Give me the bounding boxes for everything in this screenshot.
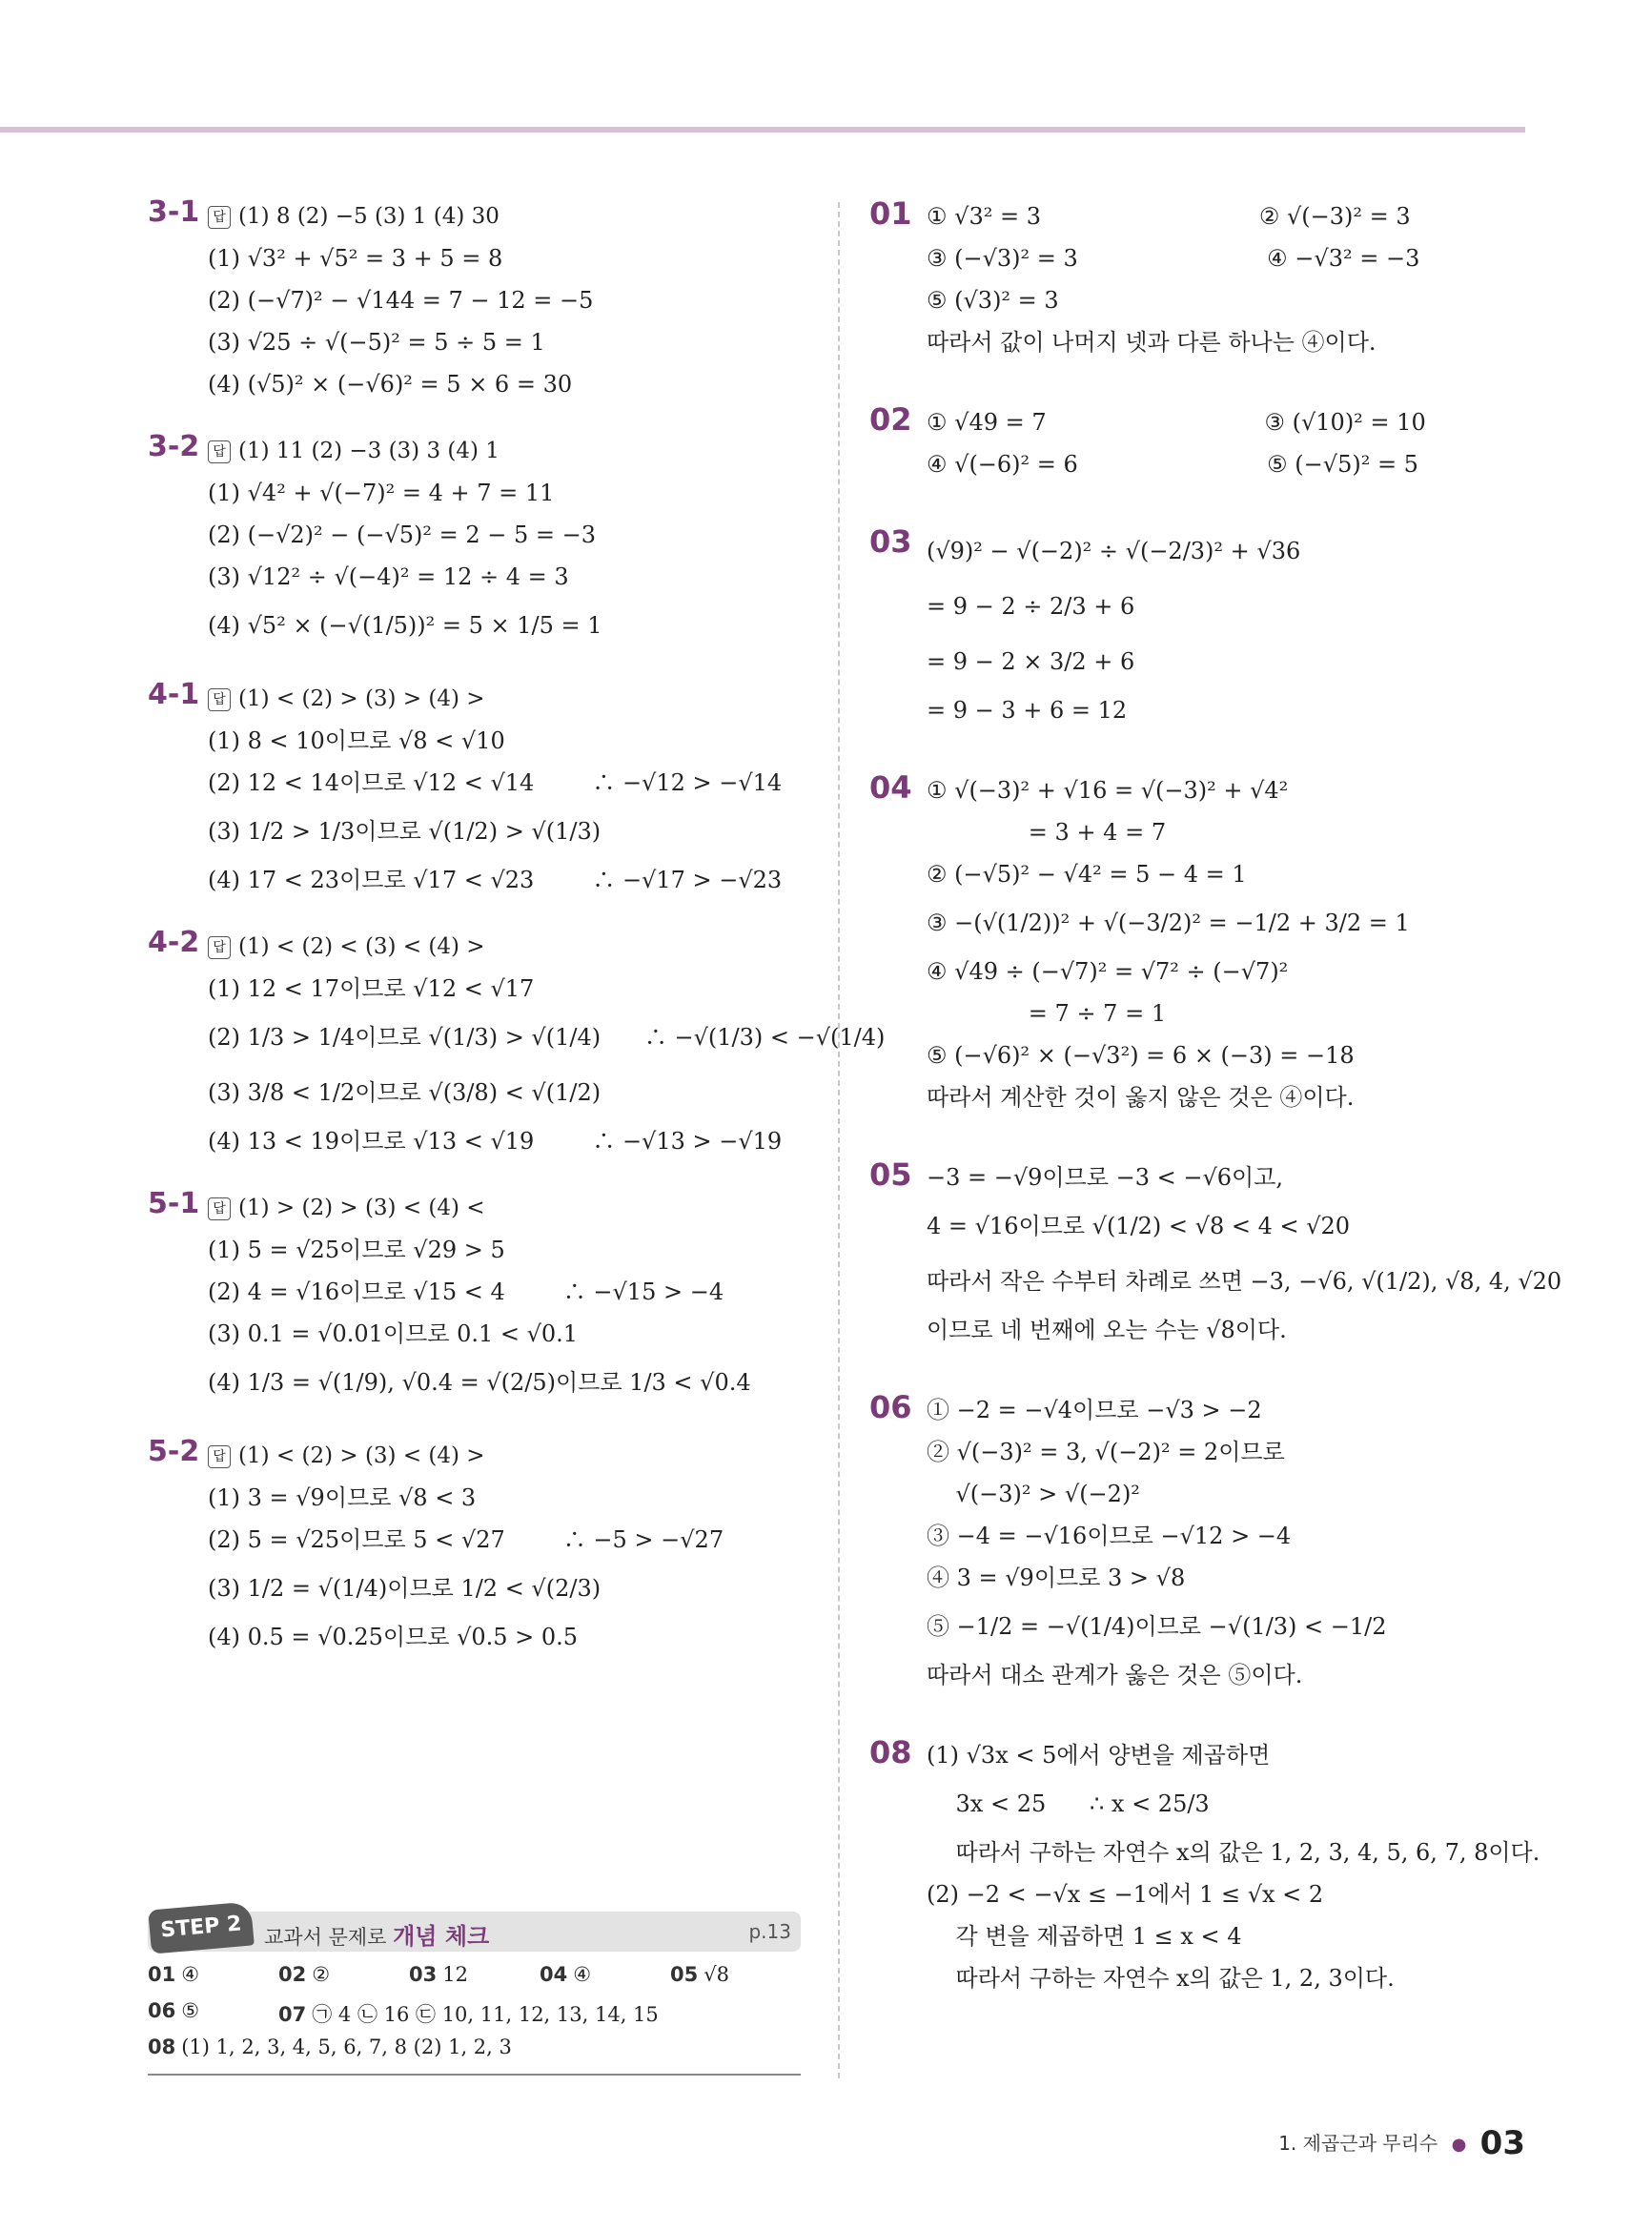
solution-line: (1) √3x < 5에서 양변을 제곱하면 [927,1742,1271,1769]
problem-body [208,678,815,901]
step-badge: STEP 2 [148,1901,255,1954]
problem-number: 3-1 [148,195,200,229]
footer-bullet: ● [1451,2135,1467,2155]
solution-line: ① √3² = 3 ② √(−3)² = 3 [927,203,1411,230]
answer-cell [278,1999,659,2028]
column-divider [838,202,840,2078]
answer-value: ② [312,1963,331,1986]
step2-answer-box [148,1912,801,2076]
problem-body [927,1389,1537,1696]
solution-line: (3) 1/2 > 1/3이므로 √(1/2) > √(1/3) [208,818,602,845]
answer-line [208,926,815,968]
problem-body [208,1435,815,1658]
solution-line: (4) 13 < 19이므로 √13 < √19 ∴ −√13 > −√19 [208,1128,783,1155]
answer-mark-icon: 답 [208,1197,231,1220]
solution-line: ⑤ −1/2 = −√(1/4)이므로 −√(1/3) < −1/2 [927,1613,1387,1640]
page-number: 03 [1479,2124,1525,2162]
solution-line: ② √(−3)² = 3, √(−2)² = 2이므로 [927,1439,1285,1465]
problem-number: 4-2 [148,926,200,959]
answer-value: √8 [704,1963,729,1986]
solution-line: ④ √(−6)² = 6 ⑤ (−√5)² = 5 [927,451,1418,478]
answer-value: (1) < (2) < (3) < (4) > [238,934,485,959]
problem-body [927,769,1537,1118]
problem-body [927,523,1537,731]
solution-line: (1) 12 < 17이므로 √12 < √17 [208,975,535,1002]
problem-body [927,401,1537,485]
problem-number: 5-2 [148,1435,200,1468]
problem-number: 4-1 [148,678,200,711]
solution-line: ⑤ (−√6)² × (−√3²) = 6 × (−3) = −18 [927,1042,1355,1069]
solution-line: (√9)² − √(−2)² ÷ √(−2/3)² + √36 [927,538,1301,564]
problem-body [208,926,886,1162]
problem-block [869,523,1537,731]
solution-line: −3 = −√9이므로 −3 < −√6이고, [927,1164,1284,1191]
solution-line: (1) 5 = √25이므로 √29 > 5 [208,1237,505,1263]
solution-line: ⑤ (√3)² = 3 [927,287,1059,314]
problem-block [148,1187,815,1410]
solution-line: (2) −2 < −√x ≤ −1에서 1 ≤ √x < 2 [927,1881,1324,1908]
solution-line: ③ (−√3)² = 3 ④ −√3² = −3 [927,245,1420,272]
problem-number: 03 [869,523,912,560]
solution-line: √(−3)² > √(−2)² [927,1481,1140,1507]
solution-line: (2) (−√7)² − √144 = 7 − 12 = −5 [208,287,594,314]
answer-cell [148,1963,199,1986]
answer-value: (1) 11 (2) −3 (3) 3 (4) 1 [238,439,500,463]
problem-block [148,1435,815,1658]
solution-line: ③ −4 = −√16이므로 −√12 > −4 [927,1523,1292,1549]
answer-value: (1) 8 (2) −5 (3) 1 (4) 30 [238,204,500,229]
answer-value: ⑤ [181,1999,200,2022]
problem-block [869,401,1537,485]
answer-value: ㉠ 4 ㉡ 16 ㉢ 10, 11, 12, 13, 14, 15 [312,2003,659,2026]
solution-line: (4) √5² × (−√(1/5))² = 5 × 1/5 = 1 [208,612,602,639]
solution-line: (1) √3² + √5² = 3 + 5 = 8 [208,245,503,272]
solution-line: (2) 12 < 14이므로 √12 < √14 ∴ −√12 > −√14 [208,769,783,796]
answer-cell [148,1999,199,2022]
problem-block [869,1734,1540,1999]
solution-line: = 9 − 2 ÷ 2/3 + 6 [927,593,1135,620]
solution-line: ④ √49 ÷ (−√7)² = √7² ÷ (−√7)² [927,958,1289,985]
answer-value: ④ [181,1963,200,1986]
right-column [869,195,1562,2037]
problem-block [148,430,815,653]
answer-number: 08 [148,2036,176,2058]
answer-line [208,195,815,237]
problem-number: 05 [869,1156,912,1193]
answer-number: 03 [409,1963,438,1986]
solution-line: (3) √25 ÷ √(−5)² = 5 ÷ 5 = 1 [208,329,545,356]
solution-line: (4) 0.5 = √0.25이므로 √0.5 > 0.5 [208,1624,579,1650]
answer-value: (1) 1, 2, 3, 4, 5, 6, 7, 8 (2) 1, 2, 3 [181,2036,512,2058]
answer-number: 04 [540,1963,568,1986]
answer-row [148,1963,801,1999]
solution-line: ① √49 = 7 ③ (√10)² = 10 [927,409,1426,436]
problem-number: 5-1 [148,1187,200,1220]
solution-line: (1) 3 = √9이므로 √8 < 3 [208,1484,477,1511]
solution-line: = 9 − 3 + 6 = 12 [927,697,1128,724]
answer-value: ④ [573,1963,592,1986]
problem-body [927,195,1537,363]
answer-number: 02 [278,1963,307,1986]
step-page-ref: p.13 [748,1920,791,1943]
solution-line: 따라서 구하는 자연수 x의 값은 1, 2, 3, 4, 5, 6, 7, 8이다. [927,1839,1540,1866]
problem-number: 02 [869,401,912,438]
answer-value: (1) > (2) > (3) < (4) < [238,1196,485,1220]
solution-line: 따라서 값이 나머지 넷과 다른 하나는 ④이다. [927,329,1377,356]
solution-line: ① −2 = −√4이므로 −√3 > −2 [927,1397,1262,1423]
problem-body [208,195,815,405]
problem-body [927,1156,1562,1351]
solution-line: (3) 0.1 = √0.01이므로 0.1 < √0.1 [208,1320,579,1347]
step-answer-grid [148,1963,801,2072]
answer-line [208,430,815,472]
answer-mark-icon: 답 [208,440,231,463]
problem-block [148,926,886,1162]
solution-line: 따라서 작은 수부터 차례로 쓰면 −3, −√6, √(1/2), √8, 4, √20 [927,1268,1562,1295]
answer-cell [278,1963,330,1986]
answer-cell [409,1963,468,1986]
solution-line: (2) 5 = √25이므로 5 < √27 ∴ −5 > −√27 [208,1526,724,1553]
solution-line: 4 = √16이므로 √(1/2) < √8 < 4 < √20 [927,1213,1351,1239]
answer-number: 05 [670,1963,699,1986]
solution-line: (1) √4² + √(−7)² = 4 + 7 = 11 [208,480,555,506]
answer-line [208,1187,815,1229]
answer-row [148,1999,801,2036]
problem-block [869,769,1537,1118]
answer-line [208,1435,815,1477]
answer-cell [148,2036,512,2058]
step-title-highlight: 개념 체크 [393,1923,490,1950]
solution-line: (3) √12² ÷ √(−4)² = 12 ÷ 4 = 3 [208,563,569,590]
answer-value: 12 [442,1963,468,1986]
problem-number: 3-2 [148,430,200,463]
answer-number: 06 [148,1999,176,2022]
step2-header [148,1912,801,1952]
solution-line: (2) 4 = √16이므로 √15 < 4 ∴ −√15 > −4 [208,1279,724,1305]
solution-line: (4) 1/3 = √(1/9), √0.4 = √(2/5)이므로 1/3 < √0.4 [208,1369,751,1396]
step-title-prefix: 교과서 문제로 [264,1926,387,1949]
answer-value: (1) < (2) > (3) < (4) > [238,1443,485,1468]
answer-mark-icon: 답 [208,688,231,711]
answer-mark-icon: 답 [208,206,231,229]
solution-line: 따라서 구하는 자연수 x의 값은 1, 2, 3이다. [927,1965,1395,1992]
solution-line: (4) (√5)² × (−√6)² = 5 × 6 = 30 [208,371,573,398]
problem-number: 08 [869,1734,912,1770]
solution-line: (3) 1/2 = √(1/4)이므로 1/2 < √(2/3) [208,1575,602,1602]
problem-number: 06 [869,1389,912,1425]
solution-line: (4) 17 < 23이므로 √17 < √23 ∴ −√17 > −√23 [208,867,783,893]
answer-number: 01 [148,1963,176,1986]
problem-block [869,195,1537,363]
problem-body [208,430,815,653]
solution-line: = 7 ÷ 7 = 1 [927,1000,1167,1027]
solution-line: = 3 + 4 = 7 [927,819,1167,846]
solution-line: (2) (−√2)² − (−√5)² = 2 − 5 = −3 [208,522,597,548]
solution-line: ① √(−3)² + √16 = √(−3)² + √4² [927,777,1289,804]
top-accent-bar [0,127,1525,133]
solution-line: 따라서 계산한 것이 옳지 않은 것은 ④이다. [927,1084,1355,1111]
solution-line: 이므로 네 번째에 오는 수는 √8이다. [927,1317,1287,1343]
answer-value: (1) < (2) > (3) > (4) > [238,686,485,711]
solution-line: (2) 1/3 > 1/4이므로 √(1/3) > √(1/4) ∴ −√(1/3) < −√(1/4) [208,1024,886,1051]
problem-number: 04 [869,769,912,806]
answer-row [148,2036,801,2072]
left-column [148,195,886,1683]
solution-line: 각 변을 제곱하면 1 ≤ x < 4 [927,1923,1242,1950]
solution-line: ② (−√5)² − √4² = 5 − 4 = 1 [927,861,1247,888]
problem-body [208,1187,815,1410]
solution-line: 따라서 대소 관계가 옳은 것은 ⑤이다. [927,1662,1303,1688]
answer-number: 07 [278,2003,307,2026]
page-footer [1278,2124,1525,2162]
solution-line: ④ 3 = √9이므로 3 > √8 [927,1565,1186,1591]
answer-line [208,678,815,720]
problem-block [148,678,815,901]
problem-body [927,1734,1540,1999]
chapter-title: 1. 제곱근과 무리수 [1278,2132,1438,2155]
step-title [264,1917,489,1951]
solution-line: 3x < 25 ∴ x < 25/3 [927,1790,1210,1817]
problem-number: 01 [869,195,912,232]
solution-line: (1) 8 < 10이므로 √8 < √10 [208,727,505,754]
answer-mark-icon: 답 [208,936,231,959]
problem-block [148,195,815,405]
step-bottom-rule [148,2074,801,2076]
problem-block [869,1156,1562,1351]
solution-line: ③ −(√(1/2))² + √(−3/2)² = −1/2 + 3/2 = 1 [927,910,1410,936]
problem-block [869,1389,1537,1696]
solution-line: = 9 − 2 × 3/2 + 6 [927,648,1135,675]
answer-cell [670,1963,729,1986]
answer-mark-icon: 답 [208,1445,231,1468]
solution-line: (3) 3/8 < 1/2이므로 √(3/8) < √(1/2) [208,1079,602,1106]
answer-cell [540,1963,591,1986]
